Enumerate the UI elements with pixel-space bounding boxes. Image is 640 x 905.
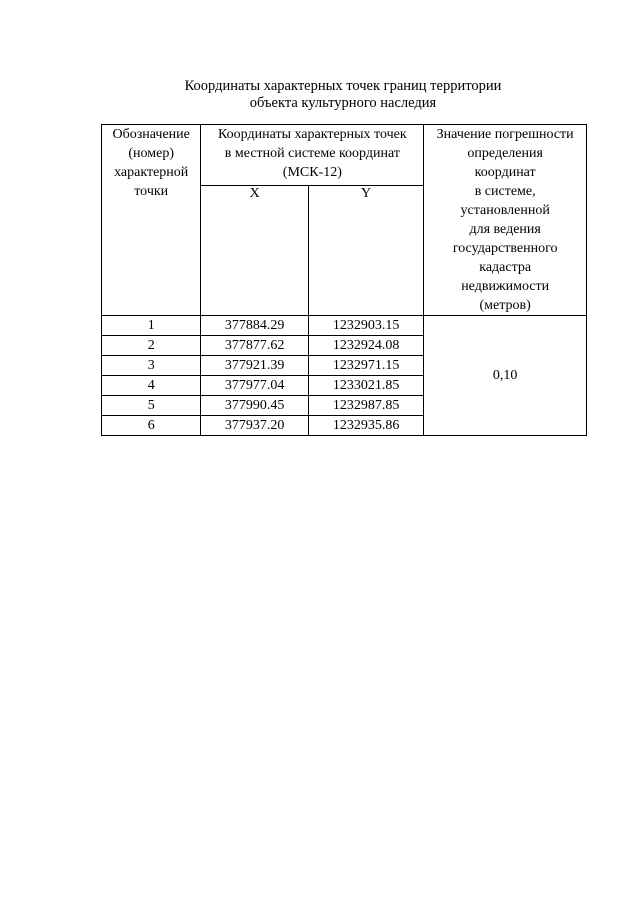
header-coordinates-group: Координаты характерных точек в местной системе координат (МСК-12) [201,125,424,186]
coord-x: 377977.04 [201,376,308,396]
coord-y: 1233021.85 [308,376,423,396]
point-number: 2 [102,336,201,356]
title-line-1: Координаты характерных точек границ территории [184,78,502,94]
header-point-designation: Обозначение (номер) характерной точки [102,125,201,316]
coord-y: 1232971.15 [308,356,423,376]
coord-y: 1232935.86 [308,416,423,436]
point-number: 6 [102,416,201,436]
point-number: 3 [102,356,201,376]
point-number: 1 [102,316,201,336]
coord-x: 377990.45 [201,396,308,416]
coord-y: 1232903.15 [308,316,423,336]
coord-x: 377921.39 [201,356,308,376]
coord-x: 377877.62 [201,336,308,356]
table-row [102,316,587,336]
coordinates-table [101,124,587,436]
coord-y: 1232987.85 [308,396,423,416]
header-row-1 [102,125,587,186]
header-y: Y [308,186,423,316]
document-title [0,78,640,112]
coord-x: 377884.29 [201,316,308,336]
title-line-2: объекта культурного наследия [249,95,437,111]
point-number: 5 [102,396,201,416]
header-x: X [201,186,308,316]
error-value: 0,10 [424,316,587,436]
coord-y: 1232924.08 [308,336,423,356]
coord-x: 377937.20 [201,416,308,436]
point-number: 4 [102,376,201,396]
header-error-value: Значение погрешности определения координат в системе, установленной для ведения государственного кадастра недвижимости (метров) [424,125,587,316]
